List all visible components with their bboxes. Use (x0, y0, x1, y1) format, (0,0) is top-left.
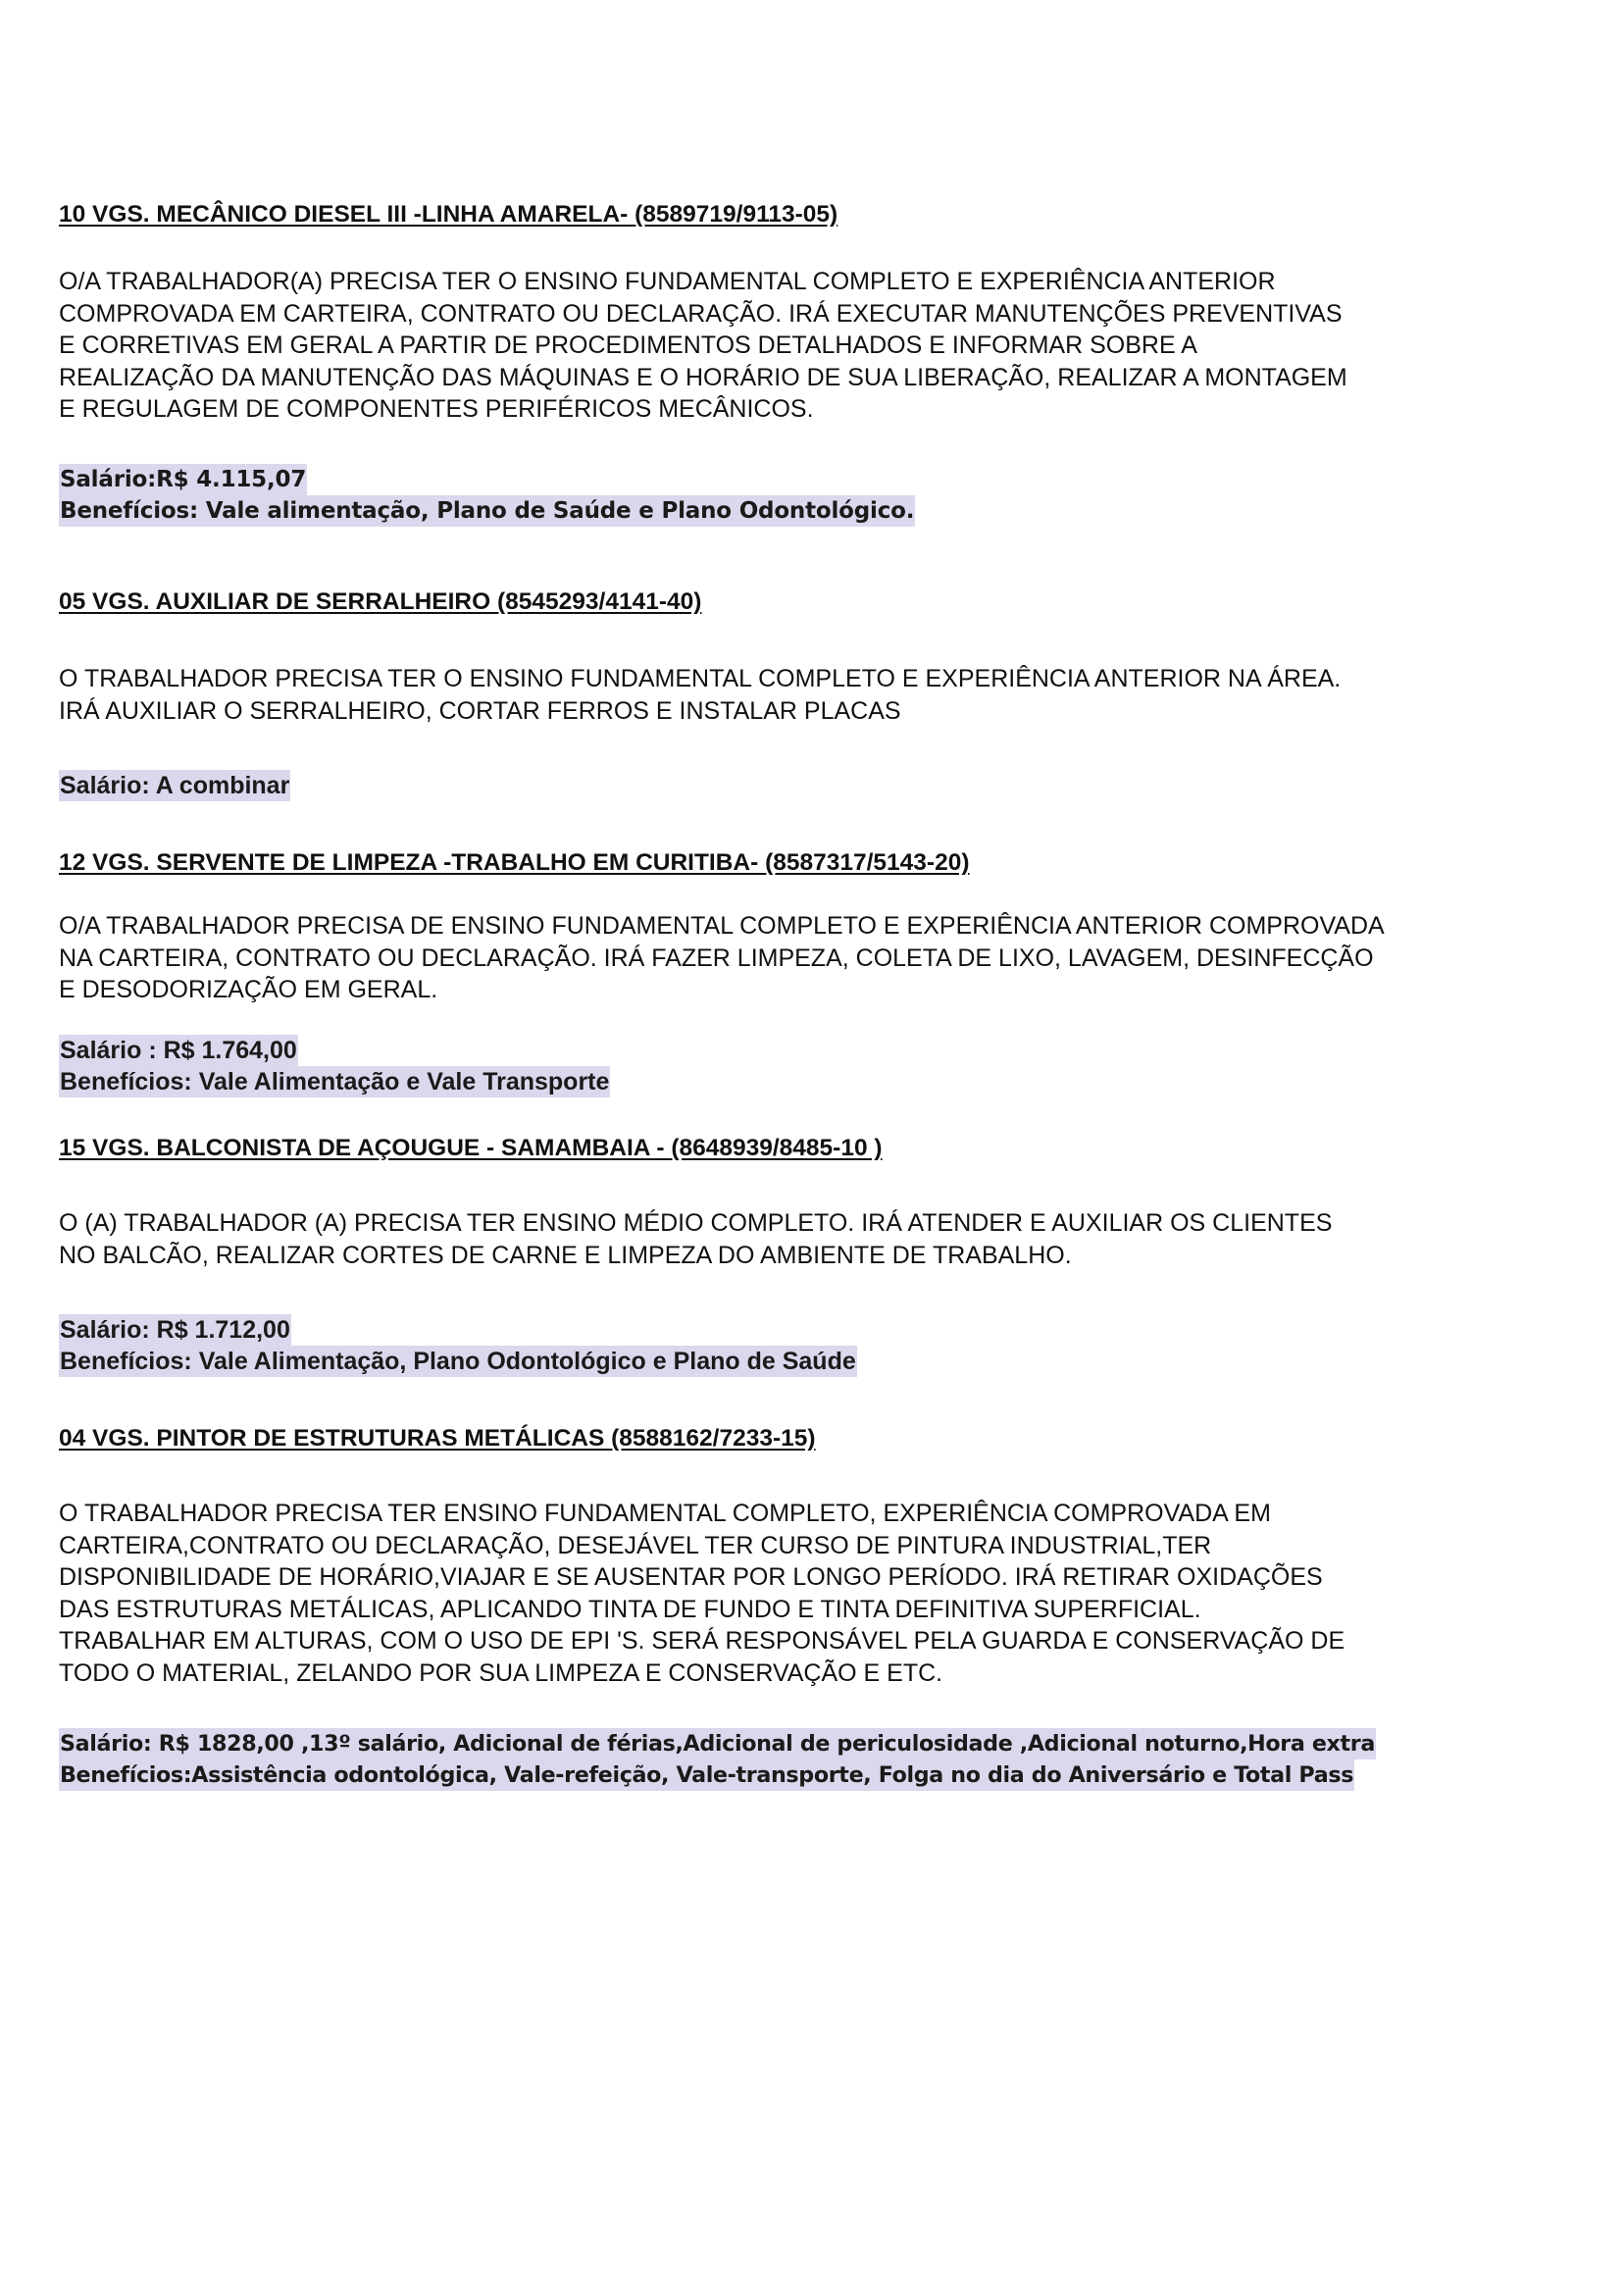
job-title: 10 VGS. MECÂNICO DIESEL III -LINHA AMARELA- (8589719/9113-05) (59, 201, 838, 228)
job-description (59, 266, 1589, 426)
job-title: 05 VGS. AUXILIAR DE SERRALHEIRO (8545293/4141-40) (59, 588, 702, 615)
job-listing-servente-limpeza (59, 847, 1589, 1097)
job-description (59, 1207, 1589, 1271)
job-listing-mecanico-diesel (59, 199, 1589, 527)
description-line: E CORRETIVAS EM GERAL A PARTIR DE PROCEDIMENTOS DETALHADOS E INFORMAR SOBRE A (59, 331, 1197, 359)
description-line: O (A) TRABALHADOR (A) PRECISA TER ENSINO MÉDIO COMPLETO. IRÁ ATENDER E AUXILIAR OS CLIENTES (59, 1209, 1333, 1237)
salary-info: Salário:R$ 4.115,07 (59, 464, 307, 495)
benefits-info: Benefícios: Vale Alimentação, Plano Odontológico e Plano de Saúde (60, 1348, 856, 1375)
job-description (59, 910, 1589, 1006)
description-line: E REGULAGEM DE COMPONENTES PERIFÉRICOS MECÂNICOS. (59, 395, 814, 423)
description-line: NO BALCÃO, REALIZAR CORTES DE CARNE E LIMPEZA DO AMBIENTE DE TRABALHO. (59, 1241, 1072, 1269)
description-line: TODO O MATERIAL, ZELANDO POR SUA LIMPEZA E CONSERVAÇÃO E ETC. (59, 1658, 943, 1687)
description-line: O TRABALHADOR PRECISA TER ENSINO FUNDAMENTAL COMPLETO, EXPERIÊNCIA COMPROVADA EM (59, 1500, 1271, 1527)
job-title: 04 VGS. PINTOR DE ESTRUTURAS METÁLICAS (8588162/7233-15) (59, 1425, 816, 1452)
job-title: 15 VGS. BALCONISTA DE AÇOUGUE - SAMAMBAIA - (8648939/8485-10 ) (59, 1135, 883, 1161)
description-line: O TRABALHADOR PRECISA TER O ENSINO FUNDAMENTAL COMPLETO E EXPERIÊNCIA ANTERIOR NA ÁREA. (59, 665, 1342, 692)
description-line: DAS ESTRUTURAS METÁLICAS, APLICANDO TINTA DE FUNDO E TINTA DEFINITIVA SUPERFICIAL. (59, 1595, 1201, 1623)
description-line: E DESODORIZAÇÃO EM GERAL. (59, 976, 438, 1003)
description-line: O/A TRABALHADOR PRECISA DE ENSINO FUNDAMENTAL COMPLETO E EXPERIÊNCIA ANTERIOR COMPROVADA (59, 912, 1385, 940)
salary-info: Salário: R$ 1.712,00 (60, 1316, 290, 1344)
job-listing-auxiliar-serralheiro (59, 586, 1589, 801)
job-title: 12 VGS. SERVENTE DE LIMPEZA -TRABALHO EM CURITIBA- (8587317/5143-20) (59, 849, 970, 876)
job-description (59, 663, 1589, 727)
description-line: TRABALHAR EM ALTURAS, COM O USO DE EPI 'S. SERÁ RESPONSÁVEL PELA GUARDA E CONSERVAÇÃO DE (59, 1627, 1345, 1655)
description-line: DISPONIBILIDADE DE HORÁRIO,VIAJAR E SE AUSENTAR POR LONGO PERÍODO. IRÁ RETIRAR OXIDAÇÕES (59, 1563, 1323, 1591)
salary-info: Salário: A combinar (60, 772, 290, 799)
description-line: NA CARTEIRA, CONTRATO OU DECLARAÇÃO. IRÁ FAZER LIMPEZA, COLETA DE LIXO, LAVAGEM, DESINFECÇÃO (59, 943, 1374, 972)
description-line: REALIZAÇÃO DA MANUTENÇÃO DAS MÁQUINAS E O HORÁRIO DE SUA LIBERAÇÃO, REALIZAR A MONTAGEM (59, 363, 1347, 391)
salary-info: Salário : R$ 1.764,00 (60, 1036, 297, 1064)
description-line: COMPROVADA EM CARTEIRA, CONTRATO OU DECLARAÇÃO. IRÁ EXECUTAR MANUTENÇÕES PREVENTIVAS (59, 299, 1343, 328)
description-line: IRÁ AUXILIAR O SERRALHEIRO, CORTAR FERROS E INSTALAR PLACAS (59, 696, 901, 725)
job-listing-pintor-estruturas (59, 1423, 1589, 1791)
description-line: O/A TRABALHADOR(A) PRECISA TER O ENSINO FUNDAMENTAL COMPLETO E EXPERIÊNCIA ANTERIOR (59, 268, 1276, 295)
salary-info: Salário: R$ 1828,00 ,13º salário, Adicional de férias,Adicional de periculosidade ,Adicional noturno,Hora extra (59, 1728, 1376, 1759)
job-description (59, 1498, 1589, 1689)
description-line: CARTEIRA,CONTRATO OU DECLARAÇÃO, DESEJÁVEL TER CURSO DE PINTURA INDUSTRIAL,TER (59, 1531, 1212, 1559)
benefits-info: Benefícios: Vale Alimentação e Vale Transporte (60, 1067, 610, 1096)
benefits-info: Benefícios:Assistência odontológica, Vale-refeição, Vale-transporte, Folga no dia do Aniversário e Total Pass (59, 1759, 1354, 1791)
job-listing-balconista-acougue (59, 1133, 1589, 1377)
benefits-info: Benefícios: Vale alimentação, Plano de Saúde e Plano Odontológico. (59, 495, 915, 527)
